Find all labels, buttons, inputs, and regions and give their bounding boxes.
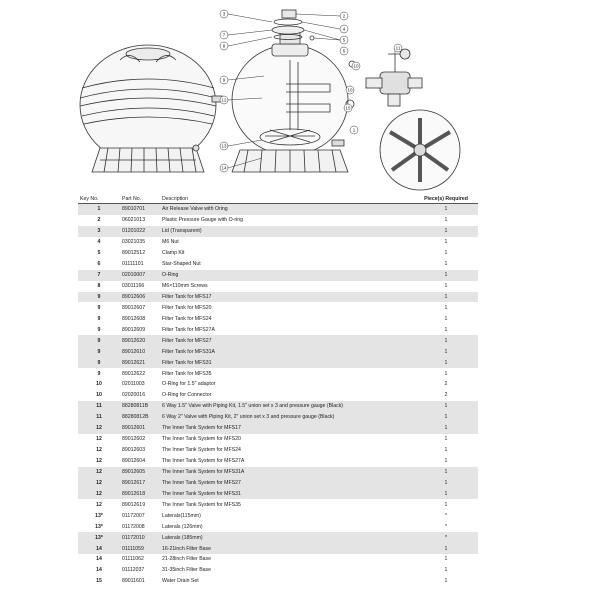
cell-description: Laterals (185mm) xyxy=(160,532,414,543)
cell-part-no: 89012609 xyxy=(122,326,146,333)
cell-part-no: 02020016 xyxy=(122,392,146,399)
cell-pieces-required: * xyxy=(414,532,478,543)
cell-key-no: 11 xyxy=(78,412,120,423)
cell-key-no: 9 xyxy=(97,370,101,377)
svg-text:3: 3 xyxy=(222,11,226,17)
cell-description: 31-35inch Filter Base xyxy=(162,567,212,574)
svg-text:6: 6 xyxy=(342,48,346,54)
table-row xyxy=(78,445,478,456)
cell-part-no: 89012603 xyxy=(122,447,146,454)
cell-key-no: 6 xyxy=(97,261,101,268)
cell-part-no: 01201022 xyxy=(120,226,160,237)
cell-pieces-required: 1 xyxy=(444,578,448,585)
cell-pieces-required: 1 xyxy=(444,458,448,465)
parts-table-body xyxy=(78,204,478,587)
cell-description: Filter Tank for MFS17 xyxy=(160,292,414,303)
table-row xyxy=(78,401,478,412)
cell-pieces-required: 1 xyxy=(414,226,478,237)
cell-part-no: 89012607 xyxy=(122,304,146,311)
cell-key-no: 10 xyxy=(96,392,102,399)
cell-pieces-required: 1 xyxy=(444,447,448,454)
table-row xyxy=(78,313,478,324)
cell-description: The Inner Tank System for MFS27A xyxy=(162,458,245,465)
cell-description: Air Release Valve with Oring xyxy=(160,204,414,215)
cell-key-no: 7 xyxy=(78,270,120,281)
svg-text:10: 10 xyxy=(353,63,359,69)
cell-part-no: 88280811B xyxy=(120,401,160,412)
cell-pieces-required: 1 xyxy=(444,326,448,333)
cell-pieces-required: 1 xyxy=(444,567,448,574)
table-row xyxy=(78,324,478,335)
cell-key-no: 1 xyxy=(78,204,120,215)
table-row xyxy=(78,488,478,499)
cell-pieces-required: * xyxy=(444,512,448,519)
cell-part-no: 89012617 xyxy=(120,477,160,488)
cell-key-no: 10 xyxy=(96,381,102,388)
cell-description: 16-21inch Filter Base xyxy=(160,543,414,554)
table-row xyxy=(78,521,478,532)
cell-description: 21-28inch Filter Base xyxy=(162,556,212,563)
filter-tank-exterior xyxy=(80,45,216,172)
table-row xyxy=(78,499,478,510)
cell-part-no: 01172008 xyxy=(122,523,145,530)
cell-key-no: 15 xyxy=(96,578,102,585)
cell-part-no: 89012512 xyxy=(122,250,146,257)
cell-pieces-required: 1 xyxy=(444,556,448,563)
svg-text:2: 2 xyxy=(342,13,346,19)
cell-part-no: 01172007 xyxy=(122,512,145,519)
cell-key-no: 9 xyxy=(78,346,120,357)
cell-part-no: 01112037 xyxy=(122,567,145,574)
cell-part-no: 89012605 xyxy=(120,467,160,478)
cell-key-no: 4 xyxy=(97,239,101,246)
cell-pieces-required: 1 xyxy=(444,239,448,246)
cell-key-no: 12 xyxy=(78,423,120,434)
cell-key-no: 2 xyxy=(97,217,101,224)
cell-key-no: 13* xyxy=(95,512,103,519)
cell-pieces-required: 1 xyxy=(414,270,478,281)
cell-description: The Inner Tank System for MFS20 xyxy=(162,436,241,443)
cell-part-no: 06021013 xyxy=(122,217,146,224)
cell-part-no: 89012619 xyxy=(122,501,146,508)
header-description: Description xyxy=(160,194,414,204)
table-row xyxy=(78,368,478,379)
table-row xyxy=(78,510,478,521)
cell-pieces-required: 1 xyxy=(444,315,448,322)
table-row xyxy=(78,259,478,270)
cell-pieces-required: 2 xyxy=(444,392,448,399)
cell-part-no: 89012620 xyxy=(120,335,160,346)
table-row xyxy=(78,423,478,434)
svg-text:5: 5 xyxy=(342,37,346,43)
table-row xyxy=(78,292,478,303)
cell-description: The Inner Tank System for MFS35 xyxy=(162,501,241,508)
filter-tank-cutaway xyxy=(212,30,348,172)
cell-description: Filter Tank for MFS27A xyxy=(162,326,215,333)
cell-description: Filter Tank for MFS31A xyxy=(160,346,414,357)
table-row xyxy=(78,543,478,554)
table-row xyxy=(78,335,478,346)
cell-part-no: 89012601 xyxy=(120,423,160,434)
table-row xyxy=(78,434,478,445)
svg-text:12: 12 xyxy=(221,97,227,103)
cell-key-no: 9 xyxy=(97,315,101,322)
cell-description: Laterals (126mm) xyxy=(162,523,203,530)
cell-part-no: 89010701 xyxy=(120,204,160,215)
cell-part-no: 89012602 xyxy=(122,436,146,443)
cell-description: O-Ring for 1.5" adaptor xyxy=(162,381,216,388)
table-row xyxy=(78,576,478,587)
cell-pieces-required: * xyxy=(444,523,448,530)
svg-text:13: 13 xyxy=(221,143,227,149)
svg-text:7: 7 xyxy=(222,32,226,38)
cell-key-no: 9 xyxy=(78,335,120,346)
cell-description: Plastic Pressure Gauge with O-ring xyxy=(162,217,244,224)
table-row xyxy=(78,281,478,292)
cell-key-no: 14 xyxy=(96,567,102,574)
cell-description: Laterals(115mm) xyxy=(162,512,201,519)
cell-key-no: 14 xyxy=(78,543,120,554)
cell-description: The Inner Tank System for MFS27 xyxy=(160,477,414,488)
svg-text:9: 9 xyxy=(222,77,226,83)
cell-part-no: 03021035 xyxy=(122,239,146,246)
cell-part-no: 01111101 xyxy=(122,261,144,268)
table-row xyxy=(78,565,478,576)
cell-part-no: 89012608 xyxy=(122,315,146,322)
cell-key-no: 9 xyxy=(97,326,101,333)
cell-part-no: 89012618 xyxy=(120,488,160,499)
laterals-detail xyxy=(380,110,460,190)
cell-part-no: 01111059 xyxy=(120,543,160,554)
table-row xyxy=(78,215,478,226)
cell-part-no: 88280812B xyxy=(120,412,160,423)
cell-description: Lid (Transparent) xyxy=(160,226,414,237)
cell-description: 6 Way 2" Valve with Piping Kit, 2" union set x 3 and pressure gauge (Black) xyxy=(160,412,414,423)
cell-pieces-required: 1 xyxy=(414,346,478,357)
cell-part-no: 02010007 xyxy=(120,270,160,281)
cell-pieces-required: 1 xyxy=(444,304,448,311)
cell-key-no: 14 xyxy=(96,556,102,563)
svg-text:10: 10 xyxy=(347,87,353,93)
cell-part-no: 89012610 xyxy=(120,346,160,357)
cell-part-no: 01172010 xyxy=(120,532,160,543)
cell-pieces-required: 1 xyxy=(444,370,448,377)
cell-pieces-required: 1 xyxy=(414,477,478,488)
cell-description: The Inner Tank System for MFS31A xyxy=(160,467,414,478)
cell-description: O-Ring for Connector xyxy=(162,392,212,399)
cell-part-no: 89011601 xyxy=(122,578,145,585)
table-row xyxy=(78,477,478,488)
cell-pieces-required: 1 xyxy=(444,283,448,290)
header-part-no: Part No. xyxy=(120,194,160,204)
table-row xyxy=(78,357,478,368)
cell-key-no: 13* xyxy=(95,523,103,530)
cell-key-no: 9 xyxy=(78,292,120,303)
svg-text:4: 4 xyxy=(342,26,346,32)
cell-description: Filter Tank for MFS20 xyxy=(162,304,212,311)
cell-description: The Inner Tank System for MFS24 xyxy=(162,447,241,454)
cell-part-no: 89012606 xyxy=(120,292,160,303)
cell-pieces-required: 1 xyxy=(414,543,478,554)
parts-list-table xyxy=(78,194,478,587)
cell-pieces-required: 1 xyxy=(444,501,448,508)
cell-description: Filter Tank for MFS24 xyxy=(162,315,212,322)
cell-pieces-required: 1 xyxy=(414,357,478,368)
table-row xyxy=(78,390,478,401)
exploded-parts-diagram xyxy=(0,0,600,192)
cell-key-no: 3 xyxy=(78,226,120,237)
cell-description: The Inner Tank System for MFS31 xyxy=(160,488,414,499)
cell-pieces-required: 1 xyxy=(444,250,448,257)
cell-part-no: 89012604 xyxy=(122,458,146,465)
table-row xyxy=(78,204,478,215)
table-row xyxy=(78,456,478,467)
cell-key-no: 13* xyxy=(78,532,120,543)
cell-part-no: 89012622 xyxy=(122,370,146,377)
table-row xyxy=(78,412,478,423)
svg-text:1: 1 xyxy=(352,127,356,133)
cell-description: Clamp Kit xyxy=(162,250,185,257)
cell-description: The Inner Tank System for MFS17 xyxy=(160,423,414,434)
cell-key-no: 12 xyxy=(96,458,102,465)
cell-pieces-required: 1 xyxy=(414,292,478,303)
cell-pieces-required: 1 xyxy=(414,488,478,499)
cell-part-no: 89012621 xyxy=(120,357,160,368)
cell-pieces-required: 1 xyxy=(444,261,448,268)
cell-pieces-required: 1 xyxy=(414,467,478,478)
table-row xyxy=(78,270,478,281)
cell-key-no: 12 xyxy=(78,488,120,499)
cell-pieces-required: 1 xyxy=(444,217,448,224)
cell-key-no: 12 xyxy=(78,477,120,488)
cell-key-no: 12 xyxy=(96,436,102,443)
cell-part-no: 03011166 xyxy=(122,283,145,290)
cell-key-no: 12 xyxy=(78,467,120,478)
cell-description: Filter Tank for MFS27 xyxy=(160,335,414,346)
cell-pieces-required: 1 xyxy=(414,204,478,215)
cell-description: M6×110mm Screws xyxy=(162,283,208,290)
cell-pieces-required: 1 xyxy=(414,401,478,412)
cell-description: 6 Way 1.5" Valve with Piping Kit, 1.5" union set x 3 and pressure gauge (Black) xyxy=(160,401,414,412)
cell-key-no: 5 xyxy=(97,250,101,257)
table-row xyxy=(78,226,478,237)
cell-part-no: 02011003 xyxy=(122,381,145,388)
table-row xyxy=(78,248,478,259)
cell-pieces-required: 1 xyxy=(414,423,478,434)
cell-key-no: 9 xyxy=(78,357,120,368)
cell-key-no: 9 xyxy=(97,304,101,311)
cell-key-no: 11 xyxy=(78,401,120,412)
table-row xyxy=(78,467,478,478)
cell-part-no: 01111062 xyxy=(122,556,144,563)
cell-pieces-required: 1 xyxy=(414,412,478,423)
cell-pieces-required: 1 xyxy=(444,436,448,443)
cell-description: O-Ring xyxy=(160,270,414,281)
svg-text:14: 14 xyxy=(221,165,227,171)
cell-key-no: 8 xyxy=(97,283,101,290)
header-key-no: Key No. xyxy=(78,194,120,204)
table-row xyxy=(78,302,478,313)
table-row xyxy=(78,237,478,248)
cell-pieces-required: 2 xyxy=(444,381,448,388)
cell-description: Filter Tank for MFS35 xyxy=(162,370,212,377)
cell-description: Water Drain Set xyxy=(162,578,199,585)
cell-description: Filter Tank for MFS31 xyxy=(160,357,414,368)
multiport-valve xyxy=(366,49,422,106)
table-row xyxy=(78,379,478,390)
cell-description: Star-Shaped Nut xyxy=(162,261,201,268)
cell-description: M6 Nut xyxy=(162,239,179,246)
cell-pieces-required: 1 xyxy=(414,335,478,346)
svg-text:11: 11 xyxy=(395,45,401,51)
table-row xyxy=(78,554,478,565)
svg-text:15: 15 xyxy=(345,105,351,111)
table-row xyxy=(78,346,478,357)
table-header-row xyxy=(78,194,478,204)
svg-text:8: 8 xyxy=(222,43,226,49)
table-row xyxy=(78,532,478,543)
cell-key-no: 12 xyxy=(96,501,102,508)
header-pieces-required: Piece(s) Required xyxy=(414,194,478,204)
cell-key-no: 12 xyxy=(96,447,102,454)
